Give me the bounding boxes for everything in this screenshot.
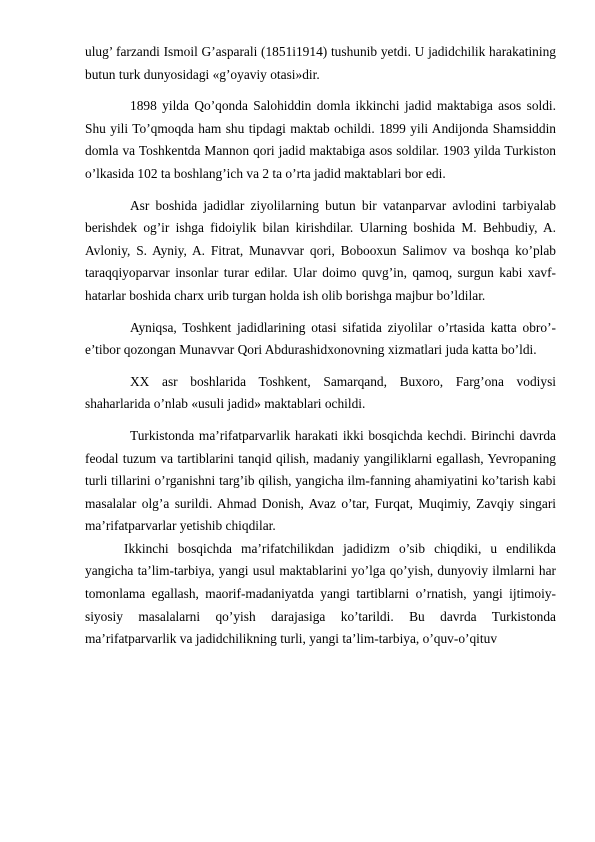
paragraph-5: XX asr boshlarida Toshkent, Samarqand, Buxoro, Farg’ona vodiysi shaharlarida o’nlab «usuli jadid» maktablari ochildi. [85, 373, 556, 412]
paragraph-4: Ayniqsa, Toshkent jadidlarining otasi sifatida ziyolilar o’rtasida katta obro’-e’tibor qozongan Munavvar Qori Abdurashidxonovning xizmatlari juda katta bo’ldi. [85, 319, 556, 358]
paragraph-7: Ikkinchi bosqichda ma’rifatchilikdan jadidizm o’sib chiqdiki, u endilikda yangicha ta’lim-tarbiya, yangi usul maktablarini yo’lga qo’yish, dunyoviy ilmlarni har tomonlama egallash, maorif-madaniyatda yangi tartiblarni o’rnatish, yangi ijtimoiy-siyosiy masalalarni qo’yish darajasiga ko’tarildi. Bu davrda Turkistonda ma’rifatparvarlik va jadidchilikning turli, yangi ta’lim-tarbiya, o’quv-o’qituv [85, 540, 556, 647]
paragraph-1: ulug’ farzandi Ismoil G’asparali (1851i1914) tushunib yetdi. U jadidchilik harakatining butun turk dunyosidagi «g’oyaviy otasi»dir. [85, 44, 556, 82]
document-page [85, 41, 556, 651]
paragraph-2: 1898 yilda Qo’qonda Salohiddin domla ikkinchi jadid maktabiga asos soldi. Shu yili To’qmoqda ham shu tipdagi maktab ochildi. 1899 yili Andijonda Shamsiddin domla va Toshkentda Mannon qori jadid maktabiga asos soldilar. 1903 yilda Turkiston o’lkasida 102 ta boshlang’ich va 2 ta o’rta jadid maktablari bor edi. [85, 98, 556, 181]
paragraph-6: Turkistonda ma’rifatparvarlik harakati ikki bosqichda kechdi. Birinchi davrda feodal tuzum va tartiblarini tanqid qilish, madaniy yangiliklarni egallash, Yevropaning turli tillarini o’rganishni targ’ib qilish, yangicha ilm-fanning ahamiyatini ko’tarish kabi masalalar olg’a surildi. Ahmad Donish, Avaz o’tar, Furqat, Muqimiy, Zavqiy singari ma’rifatparvarlar yetishib chiqdilar. [85, 427, 556, 534]
paragraph-3: Asr boshida jadidlar ziyolilarning butun bir vatanparvar avlodini tarbiyalab berishdek og’ir ishga fidoiylik bilan kirishdilar. Ularning boshida M. Behbudiy, A. Avloniy, S. Ayniy, A. Fitrat, Munavvar qori, Bobooxun Salimov va boshqa ko’plab taraqqiyoparvar insonlar turar edilar. Ular doimo quvg’in, qamoq, surgun kabi xavf-hatarlar boshida charx urib turgan holda ish olib borishga majbur bo’ldilar. [85, 197, 556, 303]
